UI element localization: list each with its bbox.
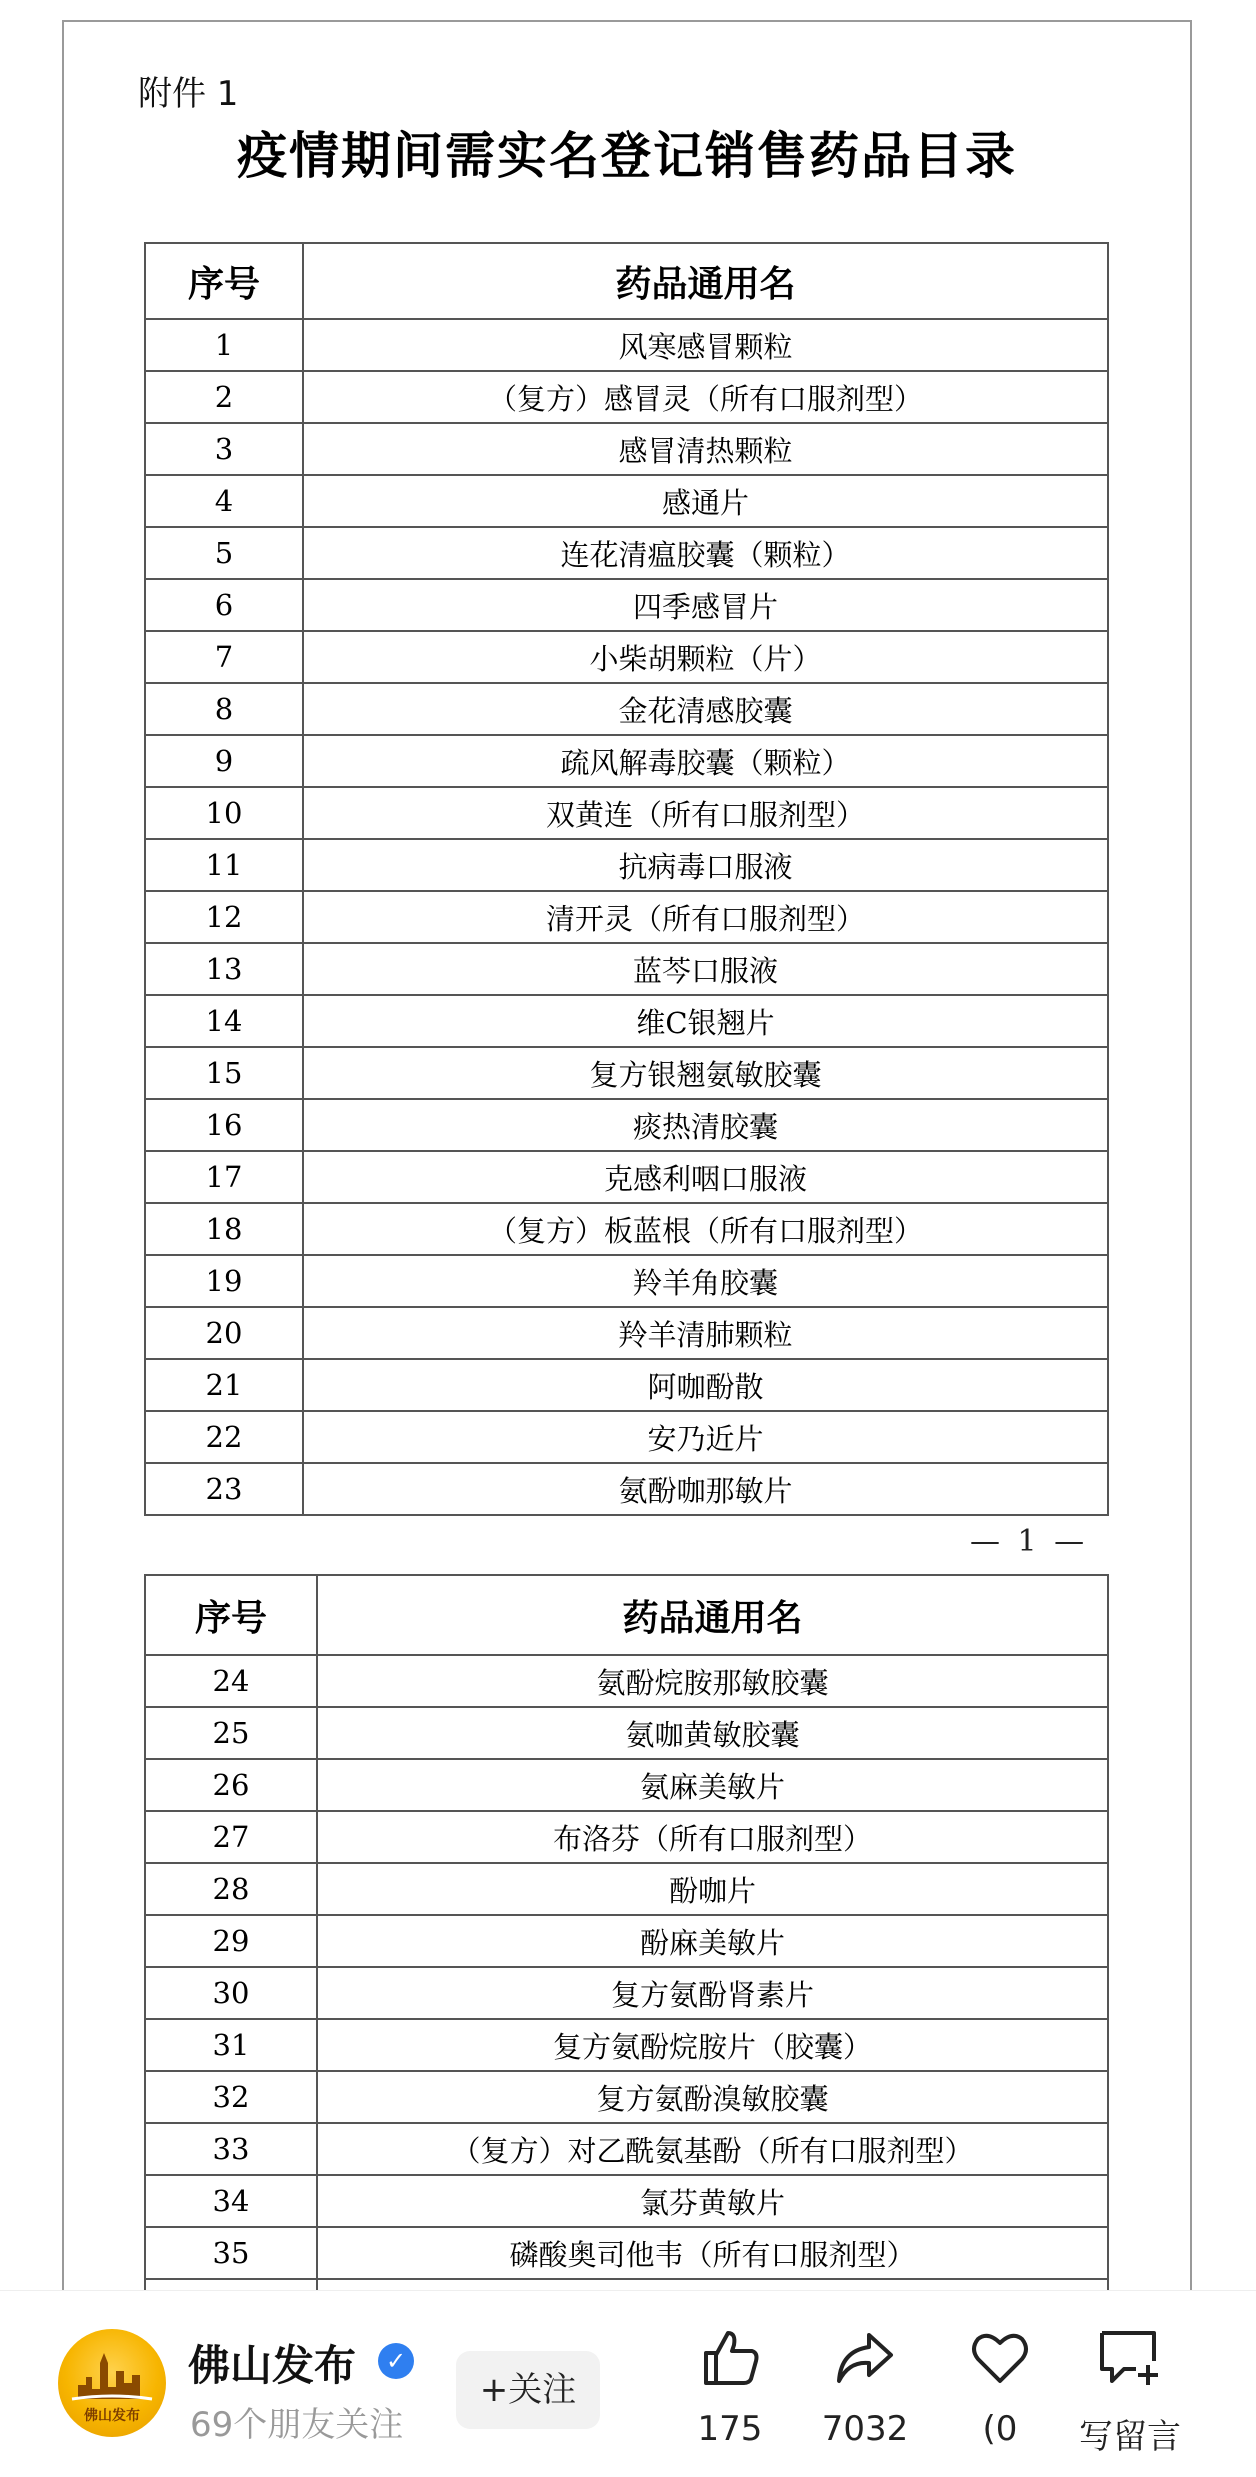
drug-name-cell: 复方银翘氨敏胶囊 <box>303 1047 1108 1099</box>
serial-number-cell: 27 <box>145 1811 317 1863</box>
drug-name-cell: 复方氨酚烷胺片（胶囊） <box>317 2019 1108 2071</box>
table-row <box>145 1463 1108 1515</box>
drug-name-cell: 小柴胡颗粒（片） <box>303 631 1108 683</box>
table-row <box>145 995 1108 1047</box>
serial-number-cell: 16 <box>145 1099 303 1151</box>
follow-button[interactable]: +关注 <box>456 2351 600 2429</box>
drug-name-cell: 清开灵（所有口服剂型） <box>303 891 1108 943</box>
drug-name-cell: 羚羊清肺颗粒 <box>303 1307 1108 1359</box>
table-row <box>145 371 1108 423</box>
comment-plus-icon <box>1060 2321 1200 2393</box>
serial-number-cell: 12 <box>145 891 303 943</box>
table-row <box>145 1359 1108 1411</box>
drug-name-cell: 疏风解毒胶囊（颗粒） <box>303 735 1108 787</box>
table-row <box>145 475 1108 527</box>
drug-name-cell: 感冒清热颗粒 <box>303 423 1108 475</box>
drug-name-cell: （复方）板蓝根（所有口服剂型） <box>303 1203 1108 1255</box>
table-row <box>145 631 1108 683</box>
table-row <box>145 1411 1108 1463</box>
serial-number-cell: 28 <box>145 1863 317 1915</box>
table-row <box>145 2227 1108 2279</box>
header-serial: 序号 <box>145 1575 317 1655</box>
account-name[interactable]: 佛山发布 <box>188 2341 357 2390</box>
table-row <box>145 1915 1108 1967</box>
drug-table-page-1 <box>144 242 1109 1516</box>
drug-name-cell: 抗病毒口服液 <box>303 839 1108 891</box>
drug-name-cell: 维C银翘片 <box>303 995 1108 1047</box>
table-row <box>145 891 1108 943</box>
serial-number-cell: 21 <box>145 1359 303 1411</box>
table-row <box>145 2175 1108 2227</box>
serial-number-cell: 22 <box>145 1411 303 1463</box>
serial-number-cell: 18 <box>145 1203 303 1255</box>
serial-number-cell: 9 <box>145 735 303 787</box>
serial-number-cell: 2 <box>145 371 303 423</box>
table-row <box>145 683 1108 735</box>
serial-number-cell: 10 <box>145 787 303 839</box>
table-row <box>145 1707 1108 1759</box>
header-drug-name: 药品通用名 <box>317 1575 1108 1655</box>
serial-number-cell: 19 <box>145 1255 303 1307</box>
serial-number-cell: 20 <box>145 1307 303 1359</box>
serial-number-cell: 11 <box>145 839 303 891</box>
drug-name-cell: 氯芬黄敏片 <box>317 2175 1108 2227</box>
serial-number-cell: 4 <box>145 475 303 527</box>
serial-number-cell: 8 <box>145 683 303 735</box>
serial-number-cell: 15 <box>145 1047 303 1099</box>
drug-name-cell: 安乃近片 <box>303 1411 1108 1463</box>
drug-name-cell: 金花清感胶囊 <box>303 683 1108 735</box>
drug-name-cell: 克感利咽口服液 <box>303 1151 1108 1203</box>
table-row <box>145 1655 1108 1707</box>
drug-name-cell: 氨酚咖那敏片 <box>303 1463 1108 1515</box>
table-row <box>145 2019 1108 2071</box>
share-count: 7032 <box>821 2409 909 2449</box>
serial-number-cell: 30 <box>145 1967 317 2019</box>
serial-number-cell: 7 <box>145 631 303 683</box>
table-header-row <box>145 1575 1108 1655</box>
table-row <box>145 527 1108 579</box>
verified-icon: ✓ <box>378 2343 414 2379</box>
table-row <box>145 2123 1108 2175</box>
serial-number-cell: 23 <box>145 1463 303 1515</box>
table-row <box>145 943 1108 995</box>
serial-number-cell: 3 <box>145 423 303 475</box>
heart-icon <box>930 2321 1070 2393</box>
table-row <box>145 1307 1108 1359</box>
serial-number-cell: 25 <box>145 1707 317 1759</box>
like-button[interactable] <box>660 2321 800 2449</box>
favorite-button[interactable] <box>930 2321 1070 2449</box>
drug-name-cell: 磷酸奥司他韦（所有口服剂型） <box>317 2227 1108 2279</box>
drug-name-cell: 痰热清胶囊 <box>303 1099 1108 1151</box>
serial-number-cell: 17 <box>145 1151 303 1203</box>
document-title: 疫情期间需实名登记销售药品目录 <box>237 127 1017 185</box>
drug-name-cell: 风寒感冒颗粒 <box>303 319 1108 371</box>
drug-name-cell: 羚羊角胶囊 <box>303 1255 1108 1307</box>
document-page <box>62 20 1192 2362</box>
table-row <box>145 1255 1108 1307</box>
table-row <box>145 1811 1108 1863</box>
drug-name-cell: 酚麻美敏片 <box>317 1915 1108 1967</box>
drug-name-cell: （复方）感冒灵（所有口服剂型） <box>303 371 1108 423</box>
drug-name-cell: 氨酚烷胺那敏胶囊 <box>317 1655 1108 1707</box>
page-number: — 1 — <box>970 1524 1089 1559</box>
drug-name-cell: 蓝芩口服液 <box>303 943 1108 995</box>
table-row <box>145 319 1108 371</box>
favorite-count: (0 <box>982 2409 1018 2449</box>
table-row <box>145 1863 1108 1915</box>
table-row <box>145 787 1108 839</box>
serial-number-cell: 31 <box>145 2019 317 2071</box>
table-row <box>145 839 1108 891</box>
drug-name-cell: （复方）对乙酰氨基酚（所有口服剂型） <box>317 2123 1108 2175</box>
avatar-label: 佛山发布 <box>84 2408 140 2424</box>
attachment-label: 附件 1 <box>138 74 239 114</box>
header-drug-name: 药品通用名 <box>303 243 1108 319</box>
drug-name-cell: 布洛芬（所有口服剂型） <box>317 1811 1108 1863</box>
comment-label: 写留言 <box>1079 2417 1181 2457</box>
table-row <box>145 1047 1108 1099</box>
share-arrow-icon <box>795 2321 935 2393</box>
account-avatar[interactable] <box>58 2329 166 2437</box>
header-serial: 序号 <box>145 243 303 319</box>
drug-name-cell: 连花清瘟胶囊（颗粒） <box>303 527 1108 579</box>
table-row <box>145 1967 1108 2019</box>
serial-number-cell: 29 <box>145 1915 317 1967</box>
serial-number-cell: 35 <box>145 2227 317 2279</box>
serial-number-cell: 26 <box>145 1759 317 1811</box>
table-row <box>145 423 1108 475</box>
table-row <box>145 1203 1108 1255</box>
drug-name-cell: 氨麻美敏片 <box>317 1759 1108 1811</box>
serial-number-cell: 14 <box>145 995 303 1047</box>
serial-number-cell: 1 <box>145 319 303 371</box>
like-count: 175 <box>697 2409 763 2449</box>
table-row <box>145 2071 1108 2123</box>
drug-name-cell: 复方氨酚溴敏胶囊 <box>317 2071 1108 2123</box>
serial-number-cell: 32 <box>145 2071 317 2123</box>
serial-number-cell: 33 <box>145 2123 317 2175</box>
table-row <box>145 1099 1108 1151</box>
table-row <box>145 1151 1108 1203</box>
serial-number-cell: 13 <box>145 943 303 995</box>
post-action-bar <box>0 2290 1256 2477</box>
serial-number-cell: 24 <box>145 1655 317 1707</box>
thumbs-up-icon <box>660 2321 800 2393</box>
table-header-row <box>145 243 1108 319</box>
drug-name-cell: 酚咖片 <box>317 1863 1108 1915</box>
serial-number-cell: 34 <box>145 2175 317 2227</box>
table-row <box>145 1759 1108 1811</box>
table-row <box>145 579 1108 631</box>
drug-name-cell: 复方氨酚肾素片 <box>317 1967 1108 2019</box>
drug-name-cell: 氨咖黄敏胶囊 <box>317 1707 1108 1759</box>
drug-name-cell: 双黄连（所有口服剂型） <box>303 787 1108 839</box>
drug-table-page-2 <box>144 1574 1109 2332</box>
friends-following: 69个朋友关注 <box>190 2405 404 2445</box>
serial-number-cell: 5 <box>145 527 303 579</box>
comment-button[interactable] <box>1060 2321 1200 2458</box>
drug-name-cell: 阿咖酚散 <box>303 1359 1108 1411</box>
drug-name-cell: 四季感冒片 <box>303 579 1108 631</box>
drug-name-cell: 感通片 <box>303 475 1108 527</box>
table-row <box>145 735 1108 787</box>
share-button[interactable] <box>795 2321 935 2449</box>
serial-number-cell: 6 <box>145 579 303 631</box>
